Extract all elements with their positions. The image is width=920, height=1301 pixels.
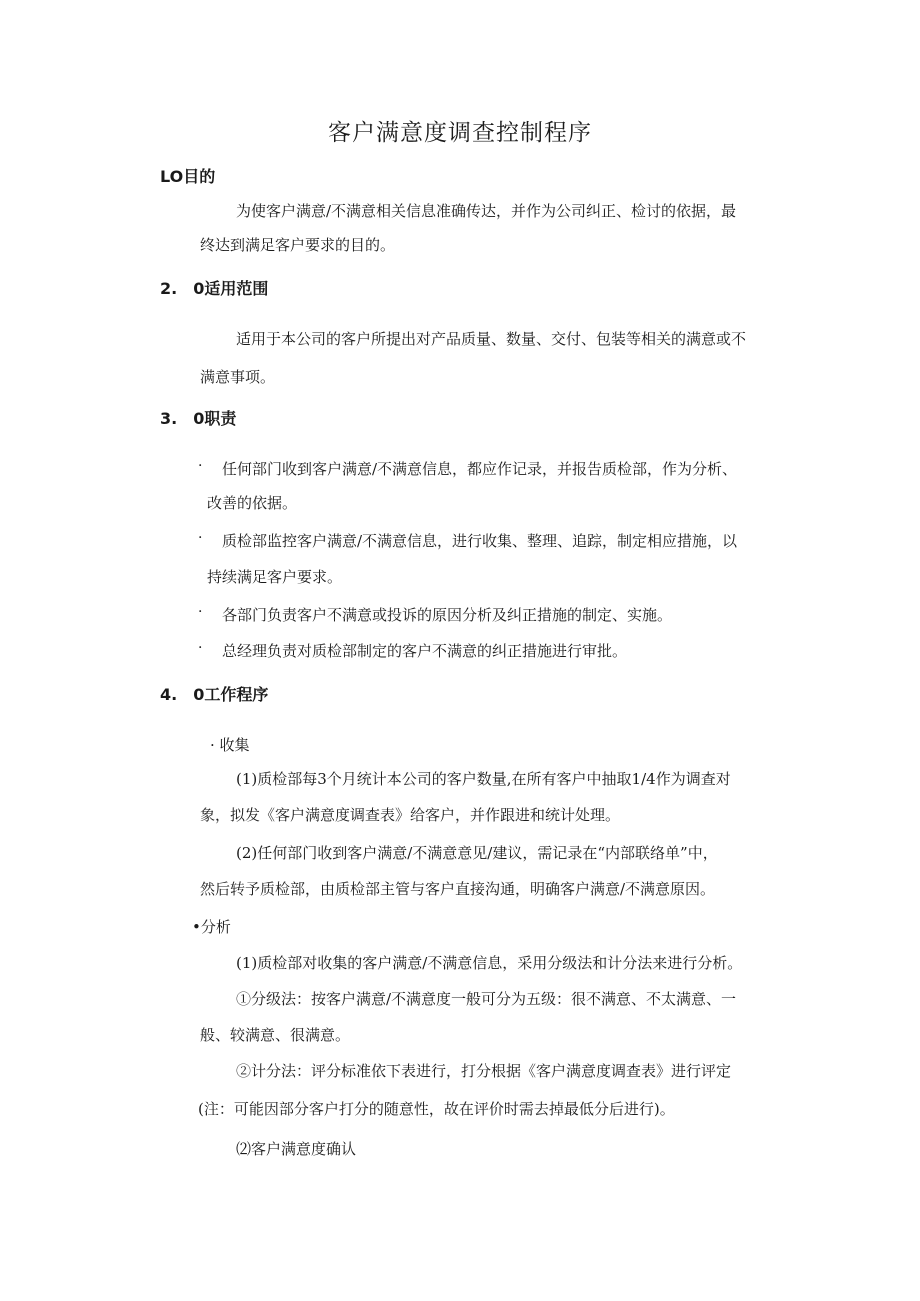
duty-1-line-2: 改善的依据。 xyxy=(207,494,298,512)
collect-2-line-2: 然后转予质检部，由质检部主管与客户直接沟通，明确客户满意/不满意原因。 xyxy=(200,880,716,898)
section-1-heading: LO目的 xyxy=(160,167,216,186)
collect-1-line-1: (1)质检部每3个月统计本公司的客户数量,在所有客户中抽取1/4作为调查对 xyxy=(236,770,731,788)
section-2-text-line-1: 适用于本公司的客户所提出对产品质量、数量、交付、包装等相关的满意或不 xyxy=(236,330,747,348)
collect-1-line-2: 象，拟发《客户满意度调查表》给客户，并作跟进和统计处理。 xyxy=(200,806,621,824)
duty-2-line-2: 持续满足客户要求。 xyxy=(207,568,343,586)
bullet-marker: · xyxy=(198,640,203,656)
duty-4: 总经理负责对质检部制定的客户不满意的纠正措施进行审批。 xyxy=(222,642,628,660)
collect-2-line-1: (2)任何部门收到客户满意/不满意意见/建议，需记录在“内部联络单”中， xyxy=(236,844,718,862)
analyze-1: (1)质检部对收集的客户满意/不满意信息，采用分级法和计分法来进行分析。 xyxy=(236,954,743,972)
section-3-heading: 3. 0职责 xyxy=(160,409,237,428)
bullet-marker: · xyxy=(198,530,203,546)
section-2-heading: 2. 0适用范围 xyxy=(160,279,269,298)
section-1-text-line-1: 为使客户满意/不满意相关信息准确传达，并作为公司纠正、检讨的依据，最 xyxy=(236,202,737,220)
duty-1-line-1: 任何部门收到客户满意/不满意信息，都应作记录，并报告质检部，作为分析、 xyxy=(222,460,738,478)
analyze-3-line-2: (注：可能因部分客户打分的随意性，故在评价时需去掉最低分后进行)。 xyxy=(198,1100,675,1118)
bullet-marker: · xyxy=(198,604,203,620)
analyze-2-line-2: 般、较满意、很满意。 xyxy=(200,1026,351,1044)
section-1-text-line-2: 终达到满足客户要求的目的。 xyxy=(200,236,396,254)
duty-3: 各部门负责客户不满意或投诉的原因分析及纠正措施的制定、实施。 xyxy=(222,606,673,624)
confirm-subheading: ⑵客户满意度确认 xyxy=(236,1140,357,1158)
collect-subheading: · 收集 xyxy=(210,736,250,754)
analyze-3-line-1: ②计分法：评分标准依下表进行，打分根据《客户满意度调查表》进行评定 xyxy=(236,1062,732,1080)
section-2-text-line-2: 满意事项。 xyxy=(200,368,276,386)
analyze-subheading: •分析 xyxy=(192,918,231,936)
bullet-marker: · xyxy=(198,458,203,474)
section-4-heading: 4. 0工作程序 xyxy=(160,685,269,704)
analyze-2-line-1: ①分级法：按客户满意/不满意度一般可分为五级：很不满意、不太满意、一 xyxy=(236,990,737,1008)
document-title: 客户满意度调查控制程序 xyxy=(328,120,592,146)
duty-2-line-1: 质检部监控客户满意/不满意信息，进行收集、整理、追踪，制定相应措施，以 xyxy=(222,532,738,550)
